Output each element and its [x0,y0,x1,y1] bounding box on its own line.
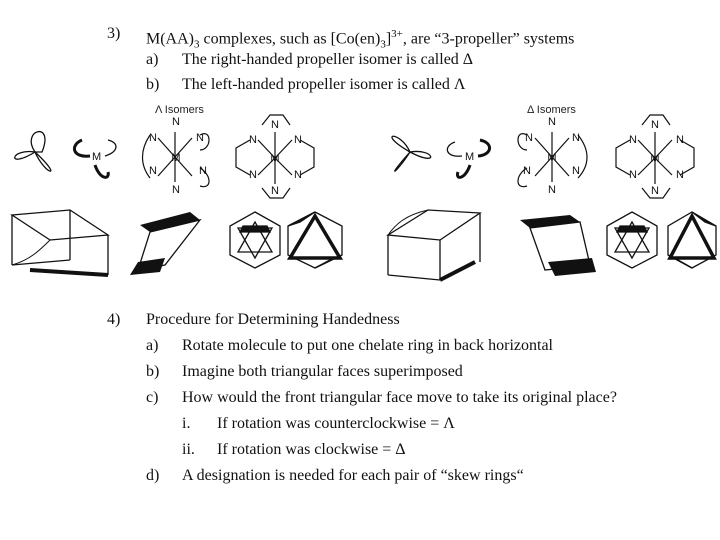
section-3-number: 3) [107,25,121,42]
metal-label: M [270,153,280,165]
n-label: N [629,134,637,146]
section-3-item-a-text: The right-handed propeller isomer is called Δ [182,51,474,68]
section-4-item-c-marker: c) [146,389,159,406]
delta-chelate-m-icon [447,140,489,177]
metal-label: M [650,153,660,165]
n-label: N [525,132,533,144]
section-4-item-c-text: How would the front triangular face move to take its original place? [182,389,617,406]
section-4-number: 4) [107,311,121,328]
section-3-title: $M(AA)_3$ complexes, such as $[Co(en)_3]^{3+}$, are “3-propeller” systems [146,28,575,51]
section-4-item-b-marker: b) [146,363,160,380]
n-label: N [172,184,180,196]
n-label: N [149,165,157,177]
n-label: N [572,132,580,144]
n-label: N [271,185,279,197]
section-4-item-a-text: Rotate molecule to put one chelate ring in back horizontal [182,337,553,354]
section-4-subitem-i-text: If rotation was counterclockwise = Λ [217,415,455,432]
n-label: N [523,165,531,177]
section-3-item-b-text: The left-handed propeller isomer is called Λ [182,76,466,93]
delta-prism-icon [388,210,480,280]
metal-label: M [171,152,181,164]
n-label: N [196,132,204,144]
section-4-item-d-text: A designation is needed for each pair of “skew rings“ [182,467,524,484]
delta-wedge-icon [520,215,596,276]
section-4-item-b-text: Imagine both triangular faces superimposed [182,363,463,380]
n-label: N [676,134,684,146]
n-label: N [199,165,207,177]
section-4-title: Procedure for Determining Handedness [146,311,400,328]
delta-hexagon-star-icon [607,212,657,268]
n-label: N [249,134,257,146]
lambda-hexagon-triangle-icon [288,212,342,268]
n-label: N [651,119,659,131]
section-4-item-d-marker: d) [146,467,160,484]
lambda-isomers-caption: Λ Isomers [155,104,204,116]
svg-text:M: M [92,151,102,163]
lambda-propeller-icon [15,132,51,172]
delta-hexagon-triangle-icon [668,212,716,268]
n-label: N [294,169,302,181]
delta-propeller-icon [392,136,431,171]
section-3-item-a-marker: a) [146,51,159,68]
n-label: N [651,185,659,197]
n-label: N [271,119,279,131]
section-4-subitem-ii-text: If rotation was clockwise = Δ [217,441,406,458]
lambda-wedge-icon [130,212,200,275]
n-label: N [629,169,637,181]
section-4-item-a-marker: a) [146,337,159,354]
n-label: N [548,184,556,196]
section-4-subitem-ii-marker: ii. [182,441,195,458]
n-label: N [249,169,257,181]
lambda-hexagon-star-icon [230,212,280,268]
svg-text:M: M [465,151,475,163]
n-label: N [572,165,580,177]
metal-label: M [547,152,557,164]
lambda-prism-icon [12,210,108,275]
n-label: N [294,134,302,146]
n-label: N [149,132,157,144]
section-4-subitem-i-marker: i. [182,415,191,432]
section-3-item-b-marker: b) [146,76,160,93]
n-label: N [172,116,180,128]
n-label: N [676,169,684,181]
delta-isomers-caption: Δ Isomers [527,104,576,116]
lambda-chelate-m-icon [74,140,116,177]
n-label: N [548,116,556,128]
